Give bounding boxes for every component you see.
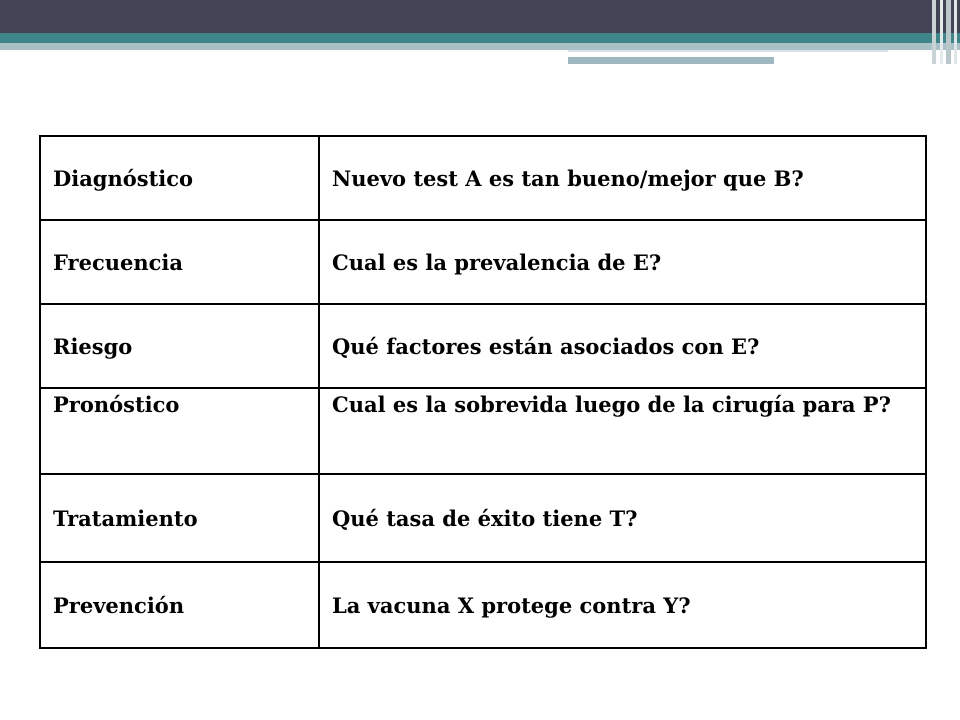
table-row [40, 136, 926, 220]
row-label: Riesgo [40, 304, 319, 388]
question-types-table [39, 135, 927, 649]
header-light-band [0, 43, 960, 50]
row-label: Pronóstico [40, 388, 319, 474]
row-question: Cual es la prevalencia de E? [319, 220, 926, 304]
table-row [40, 304, 926, 388]
row-question: Cual es la sobrevida luego de la cirugía para P? [319, 388, 926, 474]
header-accent-line [568, 50, 888, 52]
row-label: Diagnóstico [40, 136, 319, 220]
header-teal-band [0, 33, 960, 43]
row-label: Frecuencia [40, 220, 319, 304]
header-corner-stripes [888, 0, 960, 64]
header-bar [0, 0, 960, 33]
row-question: La vacuna X protege contra Y? [319, 562, 926, 648]
row-label: Tratamiento [40, 474, 319, 562]
table-row [40, 388, 926, 474]
row-question: Nuevo test A es tan bueno/mejor que B? [319, 136, 926, 220]
row-label: Prevención [40, 562, 319, 648]
table-row [40, 220, 926, 304]
table-row [40, 474, 926, 562]
header-accent-bar [568, 57, 774, 64]
table-row [40, 562, 926, 648]
row-question: Qué tasa de éxito tiene T? [319, 474, 926, 562]
row-question: Qué factores están asociados con E? [319, 304, 926, 388]
